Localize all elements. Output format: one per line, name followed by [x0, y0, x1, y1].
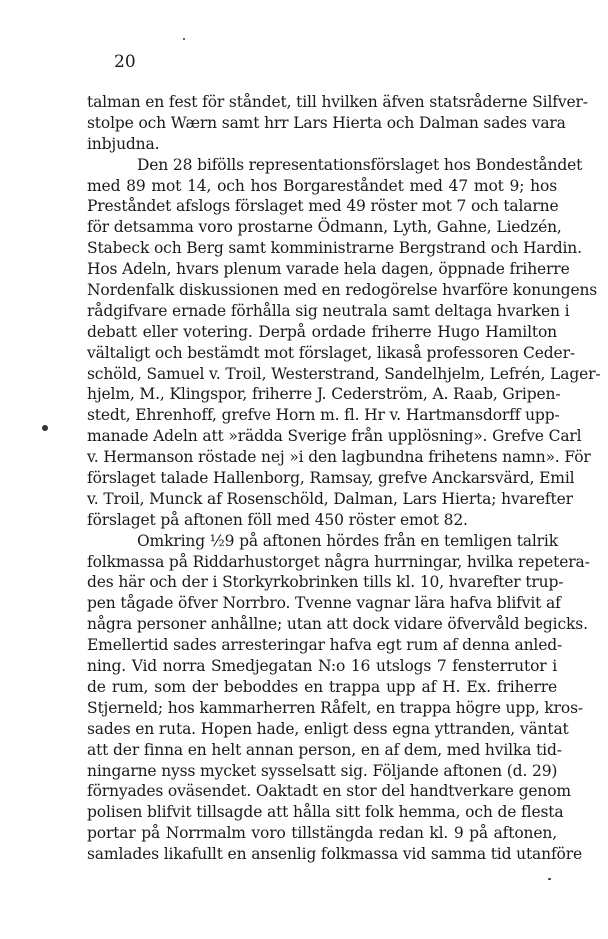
text-line: talman en fest för ståndet, till hvilken äfven statsråderne Silfver- — [87, 93, 588, 111]
text-line: Omkring ½9 på aftonen hördes från en temligen talrik — [137, 531, 558, 550]
text-line: de rum, som der beboddes en trappa upp af H. Ex. friherre — [87, 677, 557, 696]
text-line: förslaget på aftonen föll med 450 röster emot 82. — [87, 510, 468, 529]
text-line: inbjudna. — [87, 134, 160, 153]
text-line: polisen blifvit tillsagde att hålla sitt folk hemma, och de flesta — [87, 803, 564, 822]
text-line: pen tågade öfver Norrbro. Tvenne vagnar lära hafva blifvit af — [87, 594, 561, 613]
text-line: för detsamma voro prostarne Ödmann, Lyth, Gahne, Liedzén, — [87, 218, 562, 237]
text-line: Hos Adeln, hvars plenum varade hela dagen, öppnade friherre — [87, 260, 570, 279]
text-line: portar på Norrmalm voro tillstängda redan kl. 9 på aftonen, — [87, 824, 557, 843]
text-line: ningarne nyss mycket sysselsatt sig. Följande aftonen (d. 29) — [87, 761, 558, 780]
text-line: manade Adeln att »rädda Sverige från upplösning». Grefve Carl — [87, 427, 582, 446]
text-line: v. Hermanson röstade nej »i den lagbundna frihetens namn». För — [87, 448, 591, 467]
text-line: stolpe och Wærn samt hrr Lars Hierta och Dalman sades vara — [87, 113, 566, 132]
text-line: med 89 mot 14, och hos Borgareståndet med 47 mot 9; hos — [87, 176, 557, 195]
text-line: Stabeck och Berg samt komministrarne Bergstrand och Hardin. — [87, 239, 582, 258]
text-line: Stjerneld; hos kammarherren Råfelt, en trappa högre upp, kros- — [87, 698, 583, 717]
text-line: folkmassa på Riddarhustorget några hurrningar, hvilka repetera- — [87, 552, 590, 571]
text-line: att der finna en helt annan person, en af dem, med hvilka tid- — [87, 740, 562, 759]
text-line: stedt, Ehrenhoff, grefve Horn m. fl. Hr v. Hartmansdorff upp- — [87, 406, 560, 425]
text-line: förslaget talade Hallenborg, Ramsay, grefve Anckarsvärd, Emil — [87, 469, 575, 488]
margin-speck — [42, 425, 48, 431]
text-line: ning. Vid norra Smedjegatan N:o 16 utslogs 7 fensterrutor i — [87, 657, 557, 676]
text-line: förnyades oväsendet. Oaktadt en stor del handtverkare genom — [87, 782, 571, 801]
text-line: hjelm, M., Klingspor, friherre J. Cederström, A. Raab, Gripen- — [87, 385, 561, 404]
bottom-speck — [548, 878, 551, 880]
text-line: vältaligt och bestämdt mot förslaget, likaså professoren Ceder- — [87, 343, 575, 362]
body-text — [87, 92, 601, 865]
text-line: debatt eller votering. Derpå ordade friherre Hugo Hamilton — [87, 322, 557, 341]
text-line: schöld, Samuel v. Troil, Westerstrand, Sandelhjelm, Lefrén, Lager- — [87, 364, 601, 383]
text-line: sades en ruta. Hopen hade, enligt dess egna yttranden, väntat — [87, 719, 569, 738]
text-line: Emellertid sades arresteringar hafva egt rum af denna anled- — [87, 636, 563, 655]
text-line: Preståndet afslogs förslaget med 49 röster mot 7 och talarne — [87, 197, 559, 216]
text-line: samlades likafullt en ansenlig folkmassa vid samma tid utanföre — [87, 845, 583, 864]
text-line: des här och der i Storkyrkobrinken tills kl. 10, hvarefter trup- — [87, 573, 564, 592]
page-number: 20 — [114, 52, 136, 72]
text-line: Den 28 bifölls representationsförslaget hos Bondeståndet — [137, 155, 583, 174]
text-line: några personer anhållne; utan att dock vidare öfvervåld begicks. — [87, 615, 588, 634]
text-line: v. Troil, Munck af Rosenschöld, Dalman, Lars Hierta; hvarefter — [87, 489, 573, 508]
text-line: Nordenfalk diskussionen med en redogörelse hvarföre konungens — [87, 281, 598, 300]
top-speck — [183, 38, 185, 40]
text-line: rådgifvare ernade förhålla sig neutrala samt deltaga hvarken i — [87, 301, 570, 320]
